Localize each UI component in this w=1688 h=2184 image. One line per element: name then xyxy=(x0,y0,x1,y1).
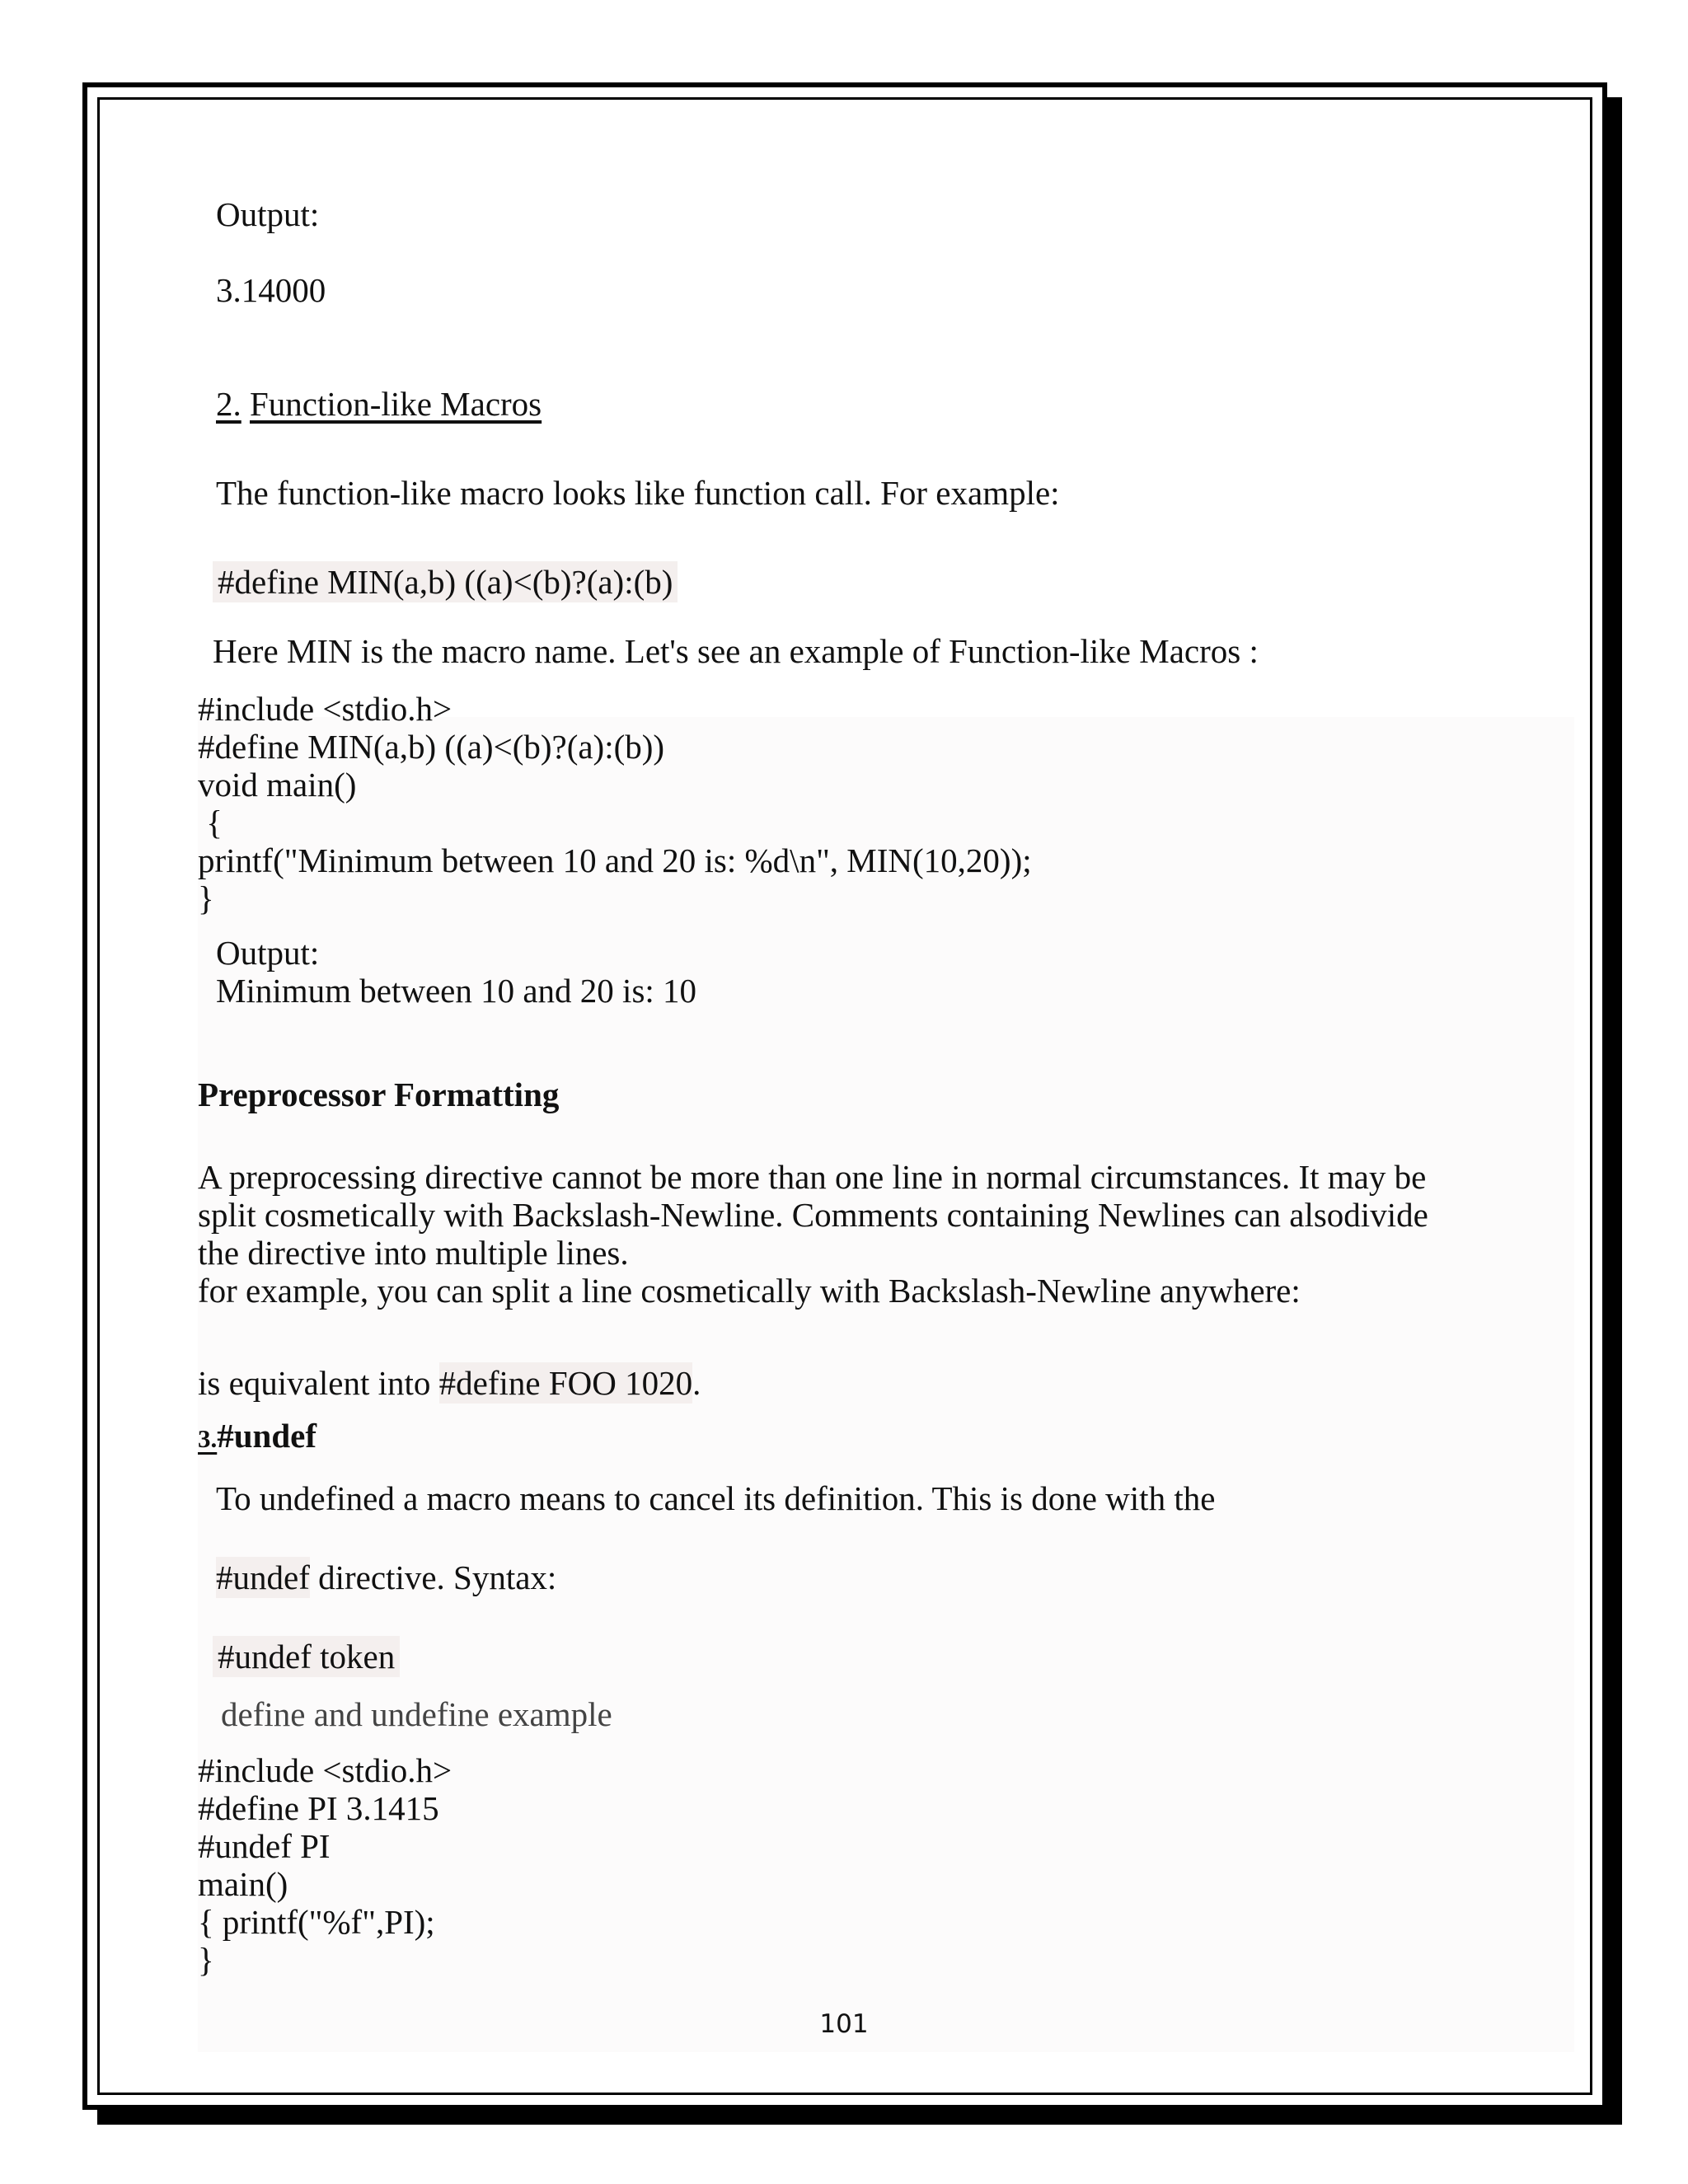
output-label: Output: xyxy=(216,195,320,233)
section-2-title: Function-like Macros xyxy=(250,385,542,423)
section-3-title: #undef xyxy=(217,1417,317,1455)
code-line: { printf("%f",PI); xyxy=(198,1903,435,1941)
paragraph-line: the directive into multiple lines. xyxy=(198,1234,629,1272)
output-value: 3.14000 xyxy=(216,271,326,309)
syntax-line xyxy=(213,1638,400,1675)
define-example xyxy=(213,564,678,601)
code-line: printf("Minimum between 10 and 20 is: %d\n", MIN(10,20)); xyxy=(198,841,1032,879)
directive-line xyxy=(216,1559,556,1596)
code-line: { xyxy=(198,804,223,841)
paragraph-line: split cosmetically with Backslash-Newline. Comments containing Newlines can alsodivide xyxy=(198,1196,1428,1234)
paragraph-line: A preprocessing directive cannot be more than one line in normal circumstances. It may be xyxy=(198,1158,1427,1196)
section-2-number: 2. xyxy=(216,385,241,423)
equivalent-code: #define FOO 1020 xyxy=(438,1364,693,1402)
output-label-2: Output: xyxy=(216,934,320,972)
code-line: main() xyxy=(198,1865,288,1903)
equivalent-line xyxy=(198,1365,701,1402)
section-3-intro: To undefined a macro means to cancel its definition. This is done with the xyxy=(216,1479,1216,1517)
code-line: #define PI 3.1415 xyxy=(198,1789,439,1827)
section-3-number: 3. xyxy=(198,1424,218,1453)
directive-code: #undef xyxy=(216,1558,310,1596)
section-2-explanation: Here MIN is the macro name. Let's see an example of Function-like Macros : xyxy=(213,632,1259,670)
code-line: #undef PI xyxy=(198,1827,331,1865)
code-line: #include <stdio.h> xyxy=(198,690,452,728)
code-line: void main() xyxy=(198,766,357,804)
directive-text: directive. Syntax: xyxy=(309,1558,557,1596)
paragraph-line: for example, you can split a line cosmetically with Backslash-Newline anywhere: xyxy=(198,1272,1301,1310)
preprocessor-formatting-heading: Preprocessor Formatting xyxy=(198,1076,560,1113)
section-2-heading xyxy=(216,386,542,423)
equivalent-suffix: . xyxy=(692,1364,701,1402)
page-number: 101 xyxy=(819,2009,869,2039)
syntax-code: #undef token xyxy=(213,1636,400,1677)
section-2-intro: The function-like macro looks like function call. For example: xyxy=(216,474,1060,512)
code-line: #define MIN(a,b) ((a)<(b)?(a):(b)) xyxy=(198,728,665,766)
section-3-heading xyxy=(198,1418,316,1455)
equivalent-prefix: is equivalent into xyxy=(198,1364,439,1402)
output-value-2: Minimum between 10 and 20 is: 10 xyxy=(216,972,697,1010)
code-line: } xyxy=(198,1941,214,1979)
code-line: } xyxy=(198,879,214,917)
example-caption: define and undefine example xyxy=(221,1695,612,1733)
code-line: #include <stdio.h> xyxy=(198,1751,452,1789)
define-example-code: #define MIN(a,b) ((a)<(b)?(a):(b) xyxy=(213,561,678,602)
